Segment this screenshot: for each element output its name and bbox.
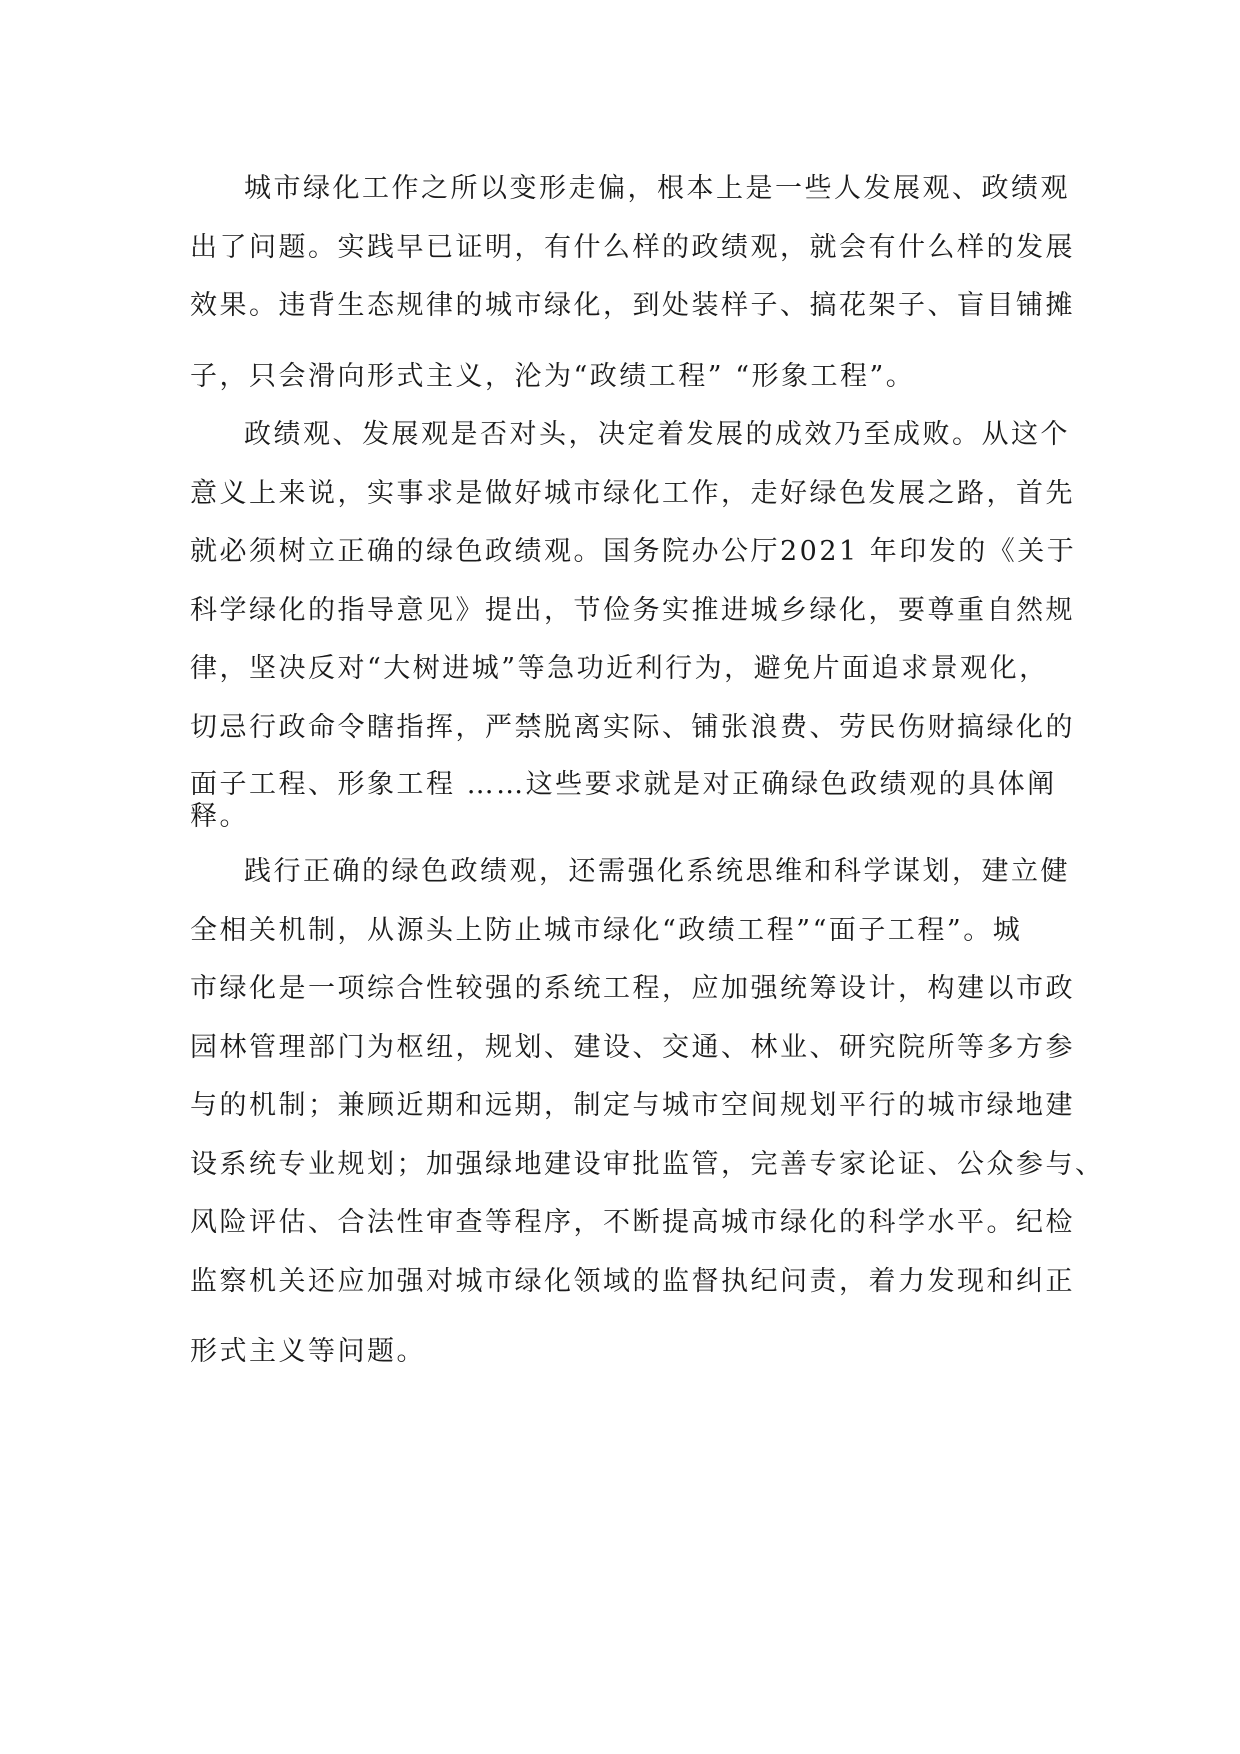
paragraph-2	[190, 406, 1077, 833]
text-line: 律，坚决反对“大树进城”等急功近利行为，避免片面追求景观化，	[190, 653, 1049, 684]
text-line: 园林管理部门为枢纽，规划、建设、交通、林业、研究院所等多方参	[190, 1031, 1075, 1063]
text-line: 切忌行政命令瞎指挥，严禁脱离实际、铺张浪费、劳民伤财搞绿化的	[190, 711, 1075, 743]
text-line: 面子工程、形象工程 ……这些要求就是对正确绿色政绩观的具体阐	[190, 769, 1057, 800]
text-line: 全相关机制，从源头上防止城市绿化“政绩工程”“面子工程”。城	[190, 914, 1023, 946]
text-line: 意义上来说，实事求是做好城市绿化工作，走好绿色发展之路，首先	[190, 477, 1075, 509]
text-line: 科学绿化的指导意见》提出，节俭务实推进城乡绿化，要尊重自然规	[190, 594, 1075, 626]
text-line: 就必须树立正确的绿色政绩观。国务院办公厅2021 年印发的《关于	[190, 536, 1077, 567]
text-line: 设系统专业规划；加强绿地建设审批监管，完善专家论证、公众参与、	[190, 1148, 1105, 1180]
text-line: 效果。违背生态规律的城市绿化，到处装样子、搞花架子、盲目铺摊	[190, 290, 1075, 321]
document-body	[190, 160, 1105, 1382]
text-line: 监察机关还应加强对城市绿化领域的监督执纪问责，着力发现和纠正	[190, 1265, 1075, 1297]
text-line: 践行正确的绿色政绩观，还需强化系统思维和科学谋划，建立健	[244, 856, 1070, 887]
paragraph-1	[190, 160, 1075, 406]
text-line: 子，只会滑向形式主义，沦为“政绩工程” “形象工程”。	[190, 360, 916, 392]
text-line: 与的机制；兼顾近期和远期，制定与城市空间规划平行的城市绿地建	[190, 1090, 1075, 1121]
text-line: 政绩观、发展观是否对头，决定着发展的成效乃至成败。从这个	[244, 419, 1070, 450]
text-line: 城市绿化工作之所以变形走偏，根本上是一些人发展观、政绩观	[244, 173, 1070, 204]
paragraph-3	[190, 843, 1105, 1382]
text-line: 市绿化是一项综合性较强的系统工程，应加强统筹设计，构建以市政	[190, 973, 1075, 1004]
text-line: 出了问题。实践早已证明，有什么样的政绩观，就会有什么样的发展	[190, 231, 1075, 263]
text-line: 风险评估、合法性审查等程序，不断提高城市绿化的科学水平。纪检	[190, 1207, 1075, 1238]
text-line: 形式主义等问题。	[190, 1336, 426, 1367]
text-line: 释。	[190, 801, 249, 832]
